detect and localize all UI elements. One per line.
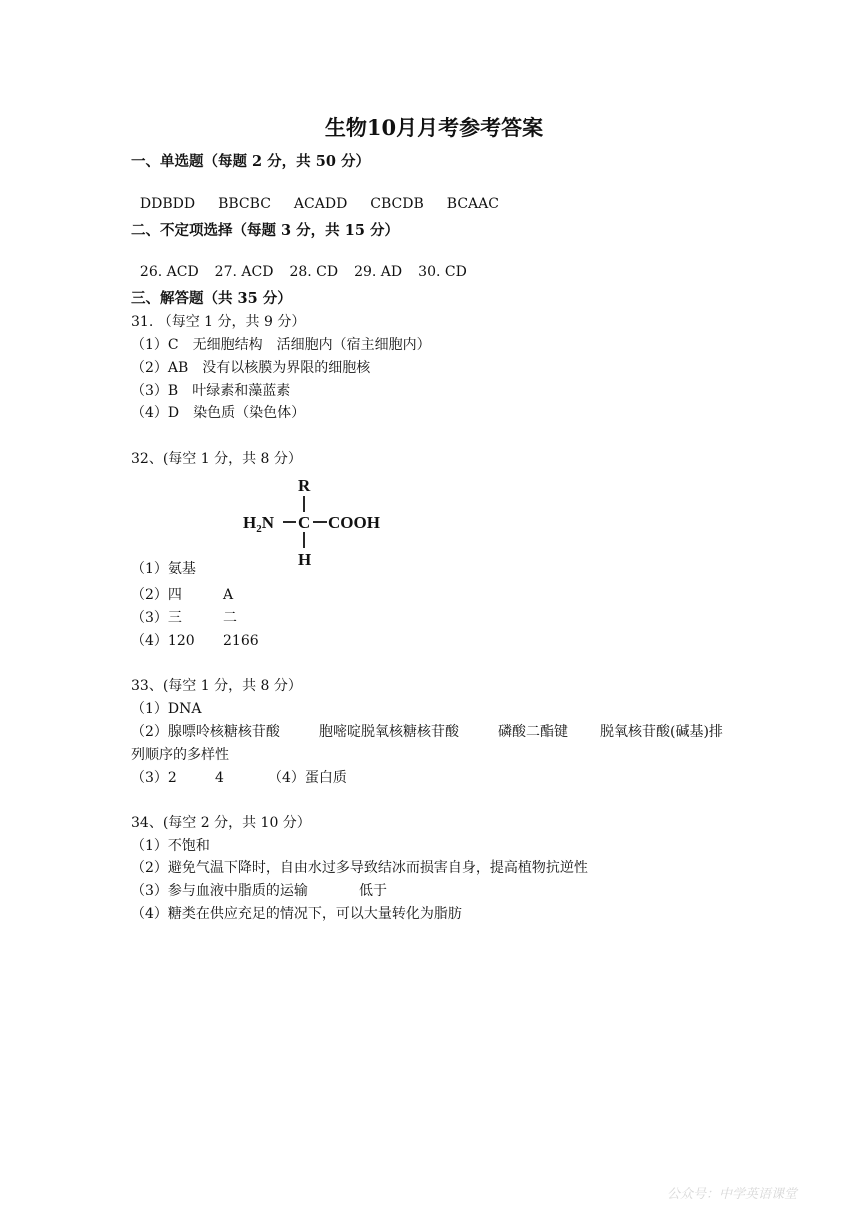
answer-group: CBCDB <box>370 196 424 212</box>
q34-answer-1: （1）不饱和 <box>131 838 210 854</box>
q31-answer-2: （2）AB 没有以核膜为界限的细胞核 <box>131 360 371 376</box>
q33-answer-2b: 胞嘧啶脱氧核糖核苷酸 <box>319 724 459 740</box>
formula-r: R <box>298 476 311 495</box>
q34-answer-3a: （3）参与血液中脂质的运输 <box>131 883 308 899</box>
answer-group: BCAAC <box>446 196 499 212</box>
q34-answer-4: （4）糖类在供应充足的情况下，可以大量转化为脂肪 <box>131 906 462 922</box>
q32-answer-2a: （2）四 <box>131 587 182 603</box>
q33-answer-2d: 脱氧核苷酸(碱基)排 <box>600 724 723 740</box>
q33-header: 33、(每空 1 分，共 8 分） <box>131 678 302 694</box>
section-3-heading: 三、解答题（共 35 分） <box>131 290 292 307</box>
answer-item: 27. ACD <box>214 264 274 280</box>
formula-center: C <box>298 513 311 532</box>
answer-group: DDBDD <box>139 196 196 212</box>
q33-answer-2c: 磷酸二酯键 <box>498 724 568 740</box>
q33-answer-4: （4）蛋白质 <box>268 770 347 786</box>
section-2-heading: 二、不定项选择（每题 3 分，共 15 分） <box>131 222 399 239</box>
watermark: 公众号：中学英语课堂 <box>667 1187 798 1202</box>
answer-group: BBCBC <box>218 196 271 212</box>
q33-answer-1: （1）DNA <box>131 701 202 717</box>
q31-header: 31. （每空 1 分，共 9 分） <box>131 314 306 330</box>
formula-h: H <box>298 550 312 569</box>
q32-answer-2b: A <box>223 587 234 603</box>
section-1-answers <box>131 177 499 213</box>
formula-right: COOH <box>328 513 380 532</box>
q31-answer-1: （1）C 无细胞结构 活细胞内（宿主细胞内） <box>131 337 431 353</box>
q34-answer-2: （2）避免气温下降时，自由水过多导致结冰而损害自身，提高植物抗逆性 <box>131 860 588 876</box>
q33-answer-3a: （3）2 <box>131 770 177 786</box>
q34-header: 34、(每空 2 分，共 10 分） <box>131 815 311 831</box>
page-title: 生物10月月考参考答案 <box>324 115 544 140</box>
section-2-answers <box>131 245 467 281</box>
answer-item: 29. AD <box>354 264 403 280</box>
q31-answer-4: （4）D 染色质（染色体） <box>131 405 306 421</box>
q32-answer-3b: 二 <box>223 610 237 626</box>
answer-group: ACADD <box>293 196 348 212</box>
section-1-heading: 一、单选题（每题 2 分，共 50 分） <box>131 153 370 170</box>
q32-answer-3a: （3）三 <box>131 610 182 626</box>
amino-acid-structure-formula <box>236 474 406 569</box>
q31-answer-3: （3）B 叶绿素和藻蓝素 <box>131 383 291 399</box>
q32-header: 32、(每空 1 分，共 8 分） <box>131 451 302 467</box>
formula-left: $H_2N$ <box>243 513 275 535</box>
answer-item: 28. CD <box>289 264 339 280</box>
answer-item: 30. CD <box>418 264 467 280</box>
q33-answer-2a: （2）腺嘌呤核糖核苷酸 <box>131 724 280 740</box>
q33-answer-3b: 4 <box>215 770 224 786</box>
answer-item: 26. ACD <box>139 264 199 280</box>
q32-answer-4b: 2166 <box>223 633 259 649</box>
q32-answer-4a: （4）120 <box>131 633 195 649</box>
q32-answer-1: （1）氨基 <box>131 561 196 577</box>
q34-answer-3b: 低于 <box>359 883 387 899</box>
q33-answer-2e: 列顺序的多样性 <box>131 747 229 763</box>
